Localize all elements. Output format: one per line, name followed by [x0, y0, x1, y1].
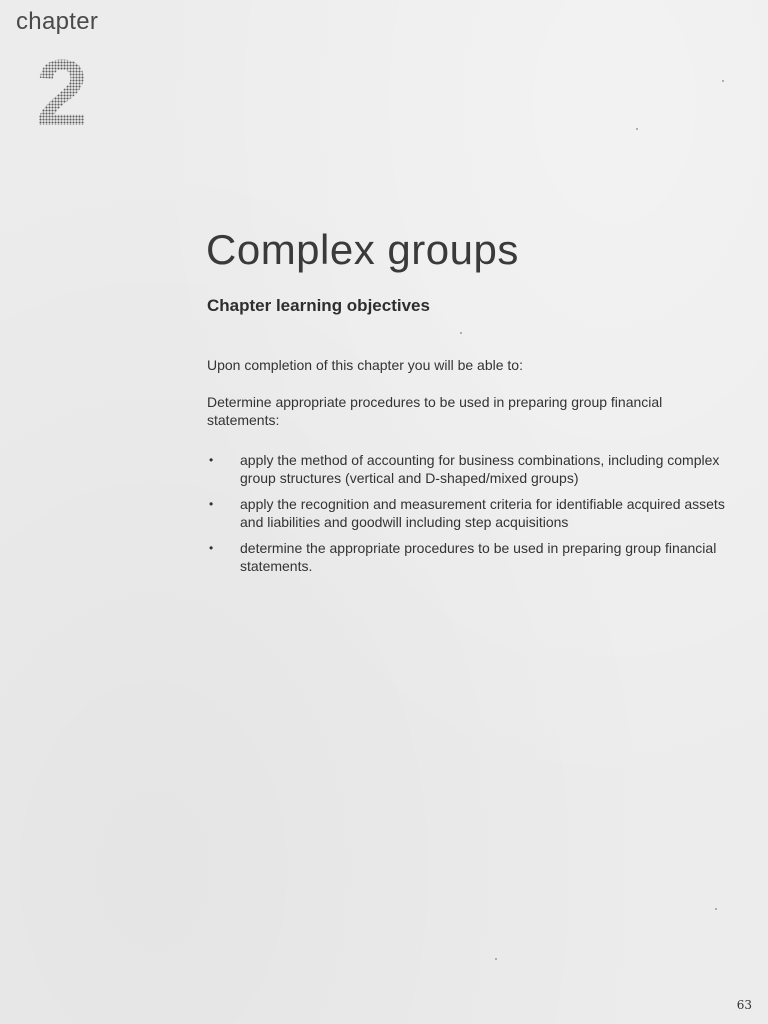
chapter-label: chapter	[16, 8, 99, 35]
scan-speck	[722, 80, 724, 82]
objective-text: determine the appropriate procedures to be used in preparing group financial statements.	[240, 540, 717, 574]
page-number: 63	[736, 998, 752, 1012]
chapter-number: 2	[36, 40, 89, 145]
bullet-icon: •	[209, 497, 214, 511]
list-item	[207, 495, 727, 531]
objective-text: apply the method of accounting for business combinations, including complex group structures (vertical and D-shaped/mixed groups)	[240, 452, 720, 486]
scan-speck	[715, 908, 717, 910]
objective-text: apply the recognition and measurement criteria for identifiable acquired assets and liabilities and goodwill including step acquisitions	[240, 496, 725, 530]
learning-objectives-heading: Chapter learning objectives	[207, 296, 430, 315]
determine-paragraph: Determine appropriate procedures to be used in preparing group financial statements:	[207, 394, 663, 428]
bullet-icon: •	[209, 453, 214, 467]
intro-text: Upon completion of this chapter you will be able to:	[207, 357, 523, 373]
scan-speck	[460, 332, 462, 334]
objectives-list	[207, 451, 727, 583]
scan-speck	[636, 128, 638, 130]
chapter-title: Complex groups	[206, 226, 519, 273]
scan-speck	[495, 958, 497, 960]
bullet-icon: •	[209, 541, 214, 555]
list-item	[207, 451, 727, 487]
list-item	[207, 539, 727, 575]
